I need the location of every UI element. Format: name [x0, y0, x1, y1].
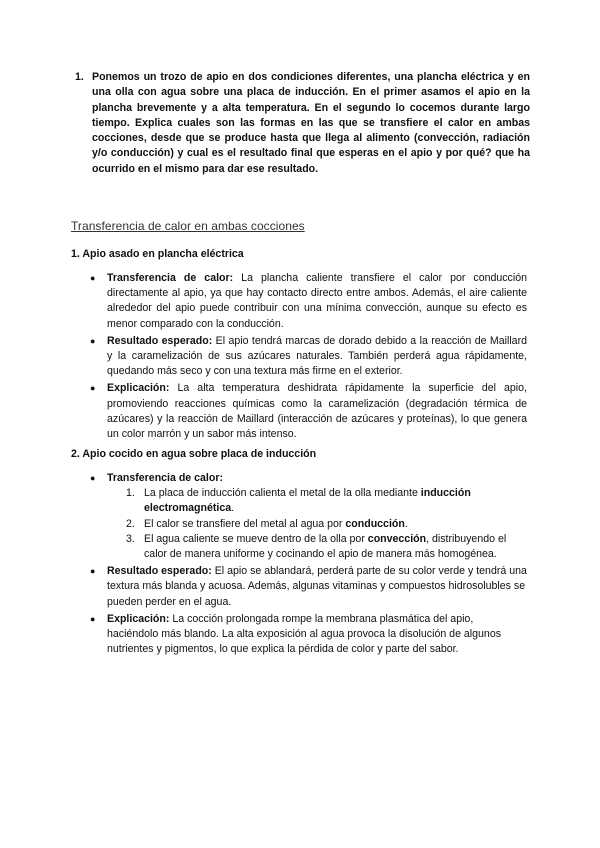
- list-item: [90, 334, 527, 380]
- question-paragraph: [75, 70, 530, 177]
- transfer-steps-list: [126, 486, 527, 562]
- bullet-icon: ●: [90, 383, 96, 394]
- item-label: Resultado esperado:: [107, 334, 213, 347]
- step-end: .: [231, 502, 235, 515]
- list-item: [90, 381, 527, 442]
- list-item: [90, 612, 527, 658]
- bullet-icon: ●: [90, 473, 96, 483]
- item-label: Resultado esperado:: [107, 565, 212, 578]
- step-end: .: [404, 517, 408, 530]
- step-number: 1.: [126, 487, 135, 500]
- item-text: La cocción prolongada rompe la membrana plasmática del apio, haciéndolo más blando. La alta exposición al agua provoca la disolución de algunos nutrientes y pigmentos, lo que explica la pérdida de color y parte del sabor.: [107, 612, 502, 656]
- step-number: 2.: [126, 517, 135, 530]
- bullet-icon: ●: [90, 613, 96, 624]
- list-item: [90, 471, 527, 562]
- bullet-icon: ●: [90, 566, 96, 577]
- step-text: La placa de inducción calienta el metal de la olla mediante: [144, 487, 421, 500]
- item-text: El apio tendrá marcas de dorado debido a la reacción de Maillard y la caramelización de sus azúcares naturales. También perderá agua rápidamente, quedando más seco y con una textura más firme en el exterior.: [107, 334, 527, 378]
- step-item: [126, 486, 527, 516]
- question-number: 1.: [75, 71, 84, 83]
- item-text: El apio se ablandará, perderá parte de su color verde y tendrá una textura más blanda y acuosa. Además, algunas vitaminas y compuestos hidrosolubles se pueden perder en el agua.: [107, 565, 527, 608]
- part1-bullet-list: [90, 271, 527, 444]
- step-number: 3.: [126, 532, 135, 545]
- item-text: La alta temperatura deshidrata rápidamente la superficie del apio, promoviendo reacciones químicas como la caramelización (degradación térmica de azúcares) y la reacción de Maillard (interacción de azúcares y proteínas), lo que genera un color marrón y un sabor más intenso.: [107, 382, 527, 441]
- question-text: Ponemos un trozo de apio en dos condiciones diferentes, una plancha eléctrica y en una olla con agua sobre una placa de inducción. En el primer asamos el apio en la plancha brevemente y a alta temperatura. En el segundo lo cocemos durante largo tiempo. Explica cuales son las formas en las que se transfiere el calor en ambas cocciones, desde que se produce hasta que llega al alimento (convección, radiación y/o conducción) y cual es el resultado final que esperas en el apio y por qué? que ha ocurrido en el mismo para dar ese resultado.: [92, 71, 530, 175]
- item-label: Explicación:: [107, 612, 170, 625]
- bullet-icon: ●: [90, 273, 96, 283]
- list-item: [90, 564, 527, 610]
- item-text: La plancha caliente transfiere el calor por conducción directamente al apio, ya que hay contacto directo entre ambos. Además, el aire caliente alrededor del apio puede contribuir con una mínima convección, aunque su efecto es menor comparado con la conducción.: [107, 272, 527, 330]
- step-end: , distribuyendo el calor de manera uniforme y cocinando el apio de manera más homogénea.: [144, 532, 507, 561]
- step-term: conducción: [345, 517, 405, 530]
- part1-heading: 1. Apio asado en plancha eléctrica: [71, 248, 244, 260]
- item-label: Transferencia de calor:: [107, 472, 223, 484]
- list-item: [90, 271, 527, 332]
- section-title: Transferencia de calor en ambas cocciones: [71, 219, 305, 233]
- part2-bullet-list: [90, 471, 527, 659]
- item-label: Explicación:: [107, 382, 170, 395]
- step-text: El agua caliente se mueve dentro de la olla por: [144, 532, 368, 545]
- step-term: convección: [367, 532, 427, 545]
- step-item: [126, 517, 527, 532]
- step-term: inducción electromagnética: [144, 487, 471, 515]
- part2-heading: 2. Apio cocido en agua sobre placa de inducción: [71, 448, 317, 460]
- step-text: El calor se transfiere del metal al agua por: [144, 517, 346, 530]
- bullet-icon: ●: [90, 335, 96, 346]
- item-label: Transferencia de calor:: [107, 272, 234, 284]
- step-item: [126, 532, 527, 562]
